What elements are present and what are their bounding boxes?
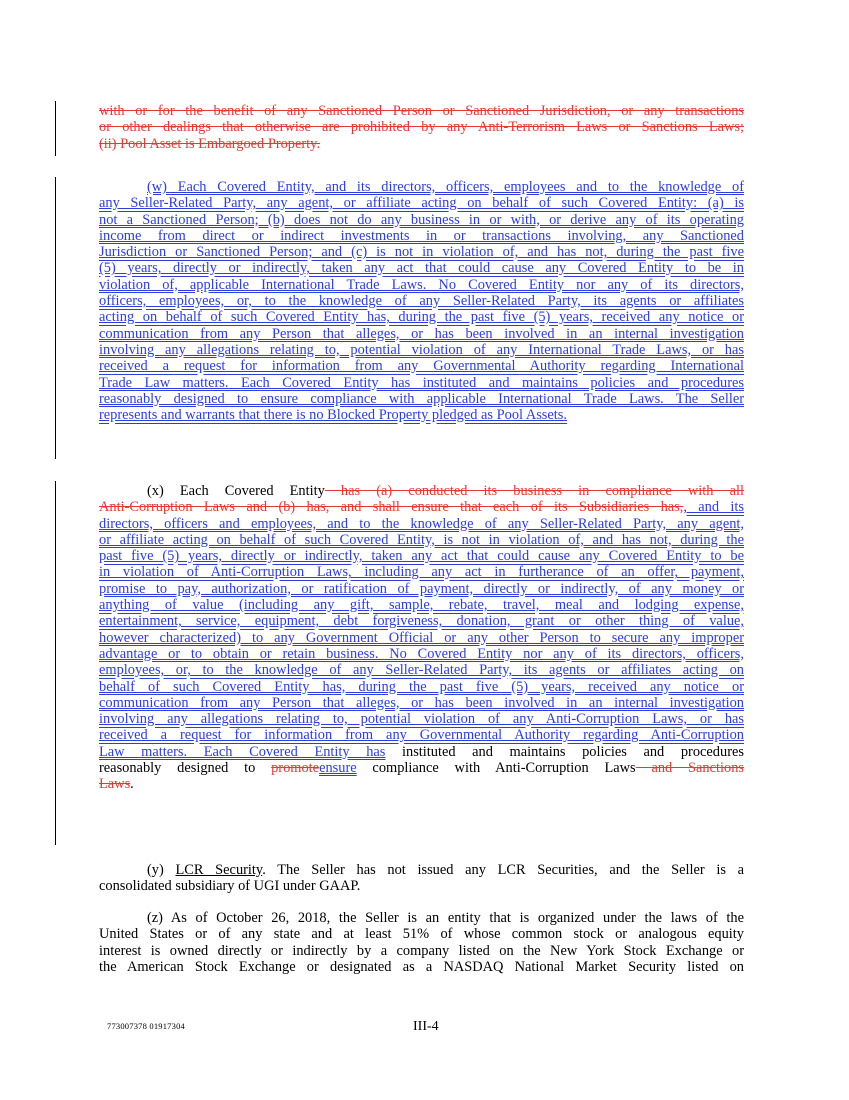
text-line	[99, 581, 744, 597]
text-line	[99, 862, 744, 878]
text-line	[99, 195, 744, 211]
inserted-text: reasonably designed to ensure compliance with applicable International Trade Laws. The Seller	[99, 390, 744, 407]
text-line	[99, 646, 744, 662]
deleted-text: or other dealings that otherwise are prohibited by any Anti-Terrorism Laws or Sanctions Laws;	[99, 119, 744, 136]
text-line	[99, 776, 744, 792]
inserted-text: income from direct or indirect investments in or transactions involving, any Sanctioned	[99, 227, 744, 244]
footer-page-number: III-4	[413, 1019, 439, 1034]
inserted-text: Law matters. Each Covered Entity has	[99, 743, 386, 760]
inserted-text: violation of, applicable International Trade Laws. No Covered Entity nor any of its directors,	[99, 276, 744, 293]
text-line	[99, 260, 744, 276]
text-line	[99, 212, 744, 228]
inserted-text: not a Sanctioned Person; (b) does not do any business in or with, or derive any of its operating	[99, 211, 744, 228]
text-line	[99, 228, 744, 244]
paragraph-w-international-trade	[99, 179, 744, 423]
text-run: the American Stock Exchange or designated as a NASDAQ National Market Security listed on	[99, 958, 744, 975]
text-line	[99, 597, 744, 613]
text-line	[99, 516, 744, 532]
text-run: reasonably designed to	[99, 760, 272, 777]
text-line	[99, 926, 744, 942]
text-line	[99, 564, 744, 580]
text-line	[99, 878, 744, 894]
deleted-text: Anti-Corruption Laws and (b) has, and shall ensure that each of its Subsidiaries has,	[99, 499, 684, 516]
inserted-text: entertainment, service, equipment, debt forgiveness, donation, grant or other thing of value,	[99, 613, 744, 630]
inserted-text: (5) years, directly or indirectly, taken any act that could cause any Covered Entity to be in	[99, 260, 744, 277]
text-line	[99, 119, 744, 135]
inserted-text: however characterized) to any Government Official or any other Person to secure any improper	[99, 629, 744, 646]
inserted-text: or affiliate acting on behalf of such Covered Entity, is not in violation of, and has not, during the	[99, 531, 744, 548]
inserted-text: Trade Law matters. Each Covered Entity has instituted and maintains policies and procedures	[99, 374, 744, 391]
text-line	[99, 179, 744, 195]
text-line	[99, 532, 744, 548]
deleted-text: with or for the benefit of any Sanctioned Person or Sanctioned Jurisdiction, or any transactions	[99, 103, 744, 119]
text-line	[99, 103, 744, 119]
text-line	[99, 695, 744, 711]
inserted-text: represents and warrants that there is no Blocked Property pledged as Pool Assets.	[99, 407, 567, 424]
inserted-text: involving any allegations relating to, potential violation of any International Trade Laws, or has	[99, 341, 744, 358]
text-line	[99, 309, 744, 325]
text-run: (x) Each Covered Entity	[147, 483, 325, 499]
text-line	[99, 244, 744, 260]
inserted-text: received a request for information from any Governmental Authority regarding Anti-Corruption	[99, 727, 744, 744]
paragraph-x-anti-corruption	[99, 483, 744, 793]
inserted-text: communication from any Person that alleges, or has been involved in an internal investigation	[99, 325, 744, 342]
inserted-text: ensure	[319, 760, 357, 777]
inserted-text: advantage or to obtain or retain business. No Covered Entity nor any of its directors, officers,	[99, 645, 744, 662]
text-line	[99, 375, 744, 391]
paragraph-z-organization	[99, 910, 744, 975]
inserted-text: past five (5) years, directly or indirectly, taken any act that could cause any Covered Entity to be	[99, 548, 744, 565]
text-run: consolidated subsidiary of UGI under GAAP.	[99, 878, 361, 895]
text-run: United States or of any state and at least 51% of whose common stock or analogous equity	[99, 926, 744, 943]
change-bar	[55, 177, 56, 459]
change-bar	[55, 481, 56, 845]
text-run: LCR Security	[175, 862, 263, 878]
text-line	[99, 342, 744, 358]
inserted-text: behalf of such Covered Entity has, during the past five (5) years, received any notice or	[99, 678, 744, 695]
inserted-text: Jurisdiction or Sanctioned Person; and (c) is not in violation of, and has not, during the past five	[99, 244, 744, 261]
text-run: . The Seller has not issued any LCR Securities, and the Seller is a	[262, 862, 744, 878]
text-line	[99, 326, 744, 342]
inserted-text: communication from any Person that alleges, or has been involved in an internal investigation	[99, 694, 744, 711]
text-run: interest is owned directly or indirectly by a company listed on the New York Stock Exchange or	[99, 942, 744, 959]
text-line	[99, 548, 744, 564]
text-line	[99, 483, 744, 499]
text-line	[99, 630, 744, 646]
inserted-text: promise to pay, authorization, or ratification of payment, directly or indirectly, of any money or	[99, 580, 744, 597]
text-run: (y)	[147, 862, 176, 878]
deleted-text: Laws	[99, 776, 131, 793]
text-line	[99, 613, 744, 629]
paragraph-y-lcr-security	[99, 862, 744, 895]
text-line	[99, 136, 744, 152]
change-bar	[55, 101, 56, 156]
text-run: compliance with Anti-Corruption Laws	[356, 760, 636, 777]
text-line	[99, 679, 744, 695]
text-line	[99, 910, 744, 926]
text-line	[99, 499, 744, 515]
text-line	[99, 744, 744, 760]
inserted-text: in violation of Anti-Corruption Laws, including any act in furtherance of an offer, payment,	[99, 564, 744, 581]
text-line	[99, 293, 744, 309]
paragraph-deleted-tail	[99, 103, 744, 152]
footer-document-id: 773007378 01917304	[107, 1021, 185, 1031]
text-line	[99, 277, 744, 293]
inserted-text: any Seller-Related Party, any agent, or affiliate acting on behalf of such Covered Entity: (a) is	[99, 195, 744, 212]
text-line	[99, 943, 744, 959]
inserted-text: employees, or, to the knowledge of any Seller-Related Party, its agents or affiliates acting on	[99, 662, 744, 679]
text-run: .	[130, 776, 134, 793]
deleted-text: promote	[271, 760, 320, 777]
text-line	[99, 391, 744, 407]
text-run: (z) As of October 26, 2018, the Seller is an entity that is organized under the laws of the	[147, 910, 744, 926]
text-line	[99, 662, 744, 678]
text-line	[99, 711, 744, 727]
text-line	[99, 727, 744, 743]
deleted-text: and Sanctions	[635, 760, 744, 777]
inserted-text: (w) Each Covered Entity, and its directors, officers, employees and to the knowledge of	[147, 179, 744, 195]
inserted-text: , and its	[683, 499, 744, 516]
text-line	[99, 358, 744, 374]
inserted-text: involving any allegations relating to, potential violation of any Anti-Corruption Laws, or has	[99, 711, 744, 728]
text-run: instituted and maintains policies and procedures	[385, 743, 744, 760]
text-line	[99, 760, 744, 776]
text-line	[99, 959, 744, 975]
inserted-text: anything of value (including any gift, sample, rebate, travel, meal and lodging expense,	[99, 597, 744, 614]
text-line	[99, 407, 744, 423]
inserted-text: officers, employees, or, to the knowledge of any Seller-Related Party, its agents or affiliates	[99, 293, 744, 310]
deleted-text: (ii) Pool Asset is Embargoed Property.	[99, 135, 321, 152]
inserted-text: acting on behalf of such Covered Entity has, during the past five (5) years, received any notice or	[99, 309, 744, 326]
inserted-text: received a request for information from any Governmental Authority regarding International	[99, 358, 744, 375]
inserted-text: directors, officers and employees, and to the knowledge of any Seller-Related Party, any agent,	[99, 515, 744, 532]
deleted-text: has (a) conducted its business in compliance with all	[324, 483, 744, 499]
